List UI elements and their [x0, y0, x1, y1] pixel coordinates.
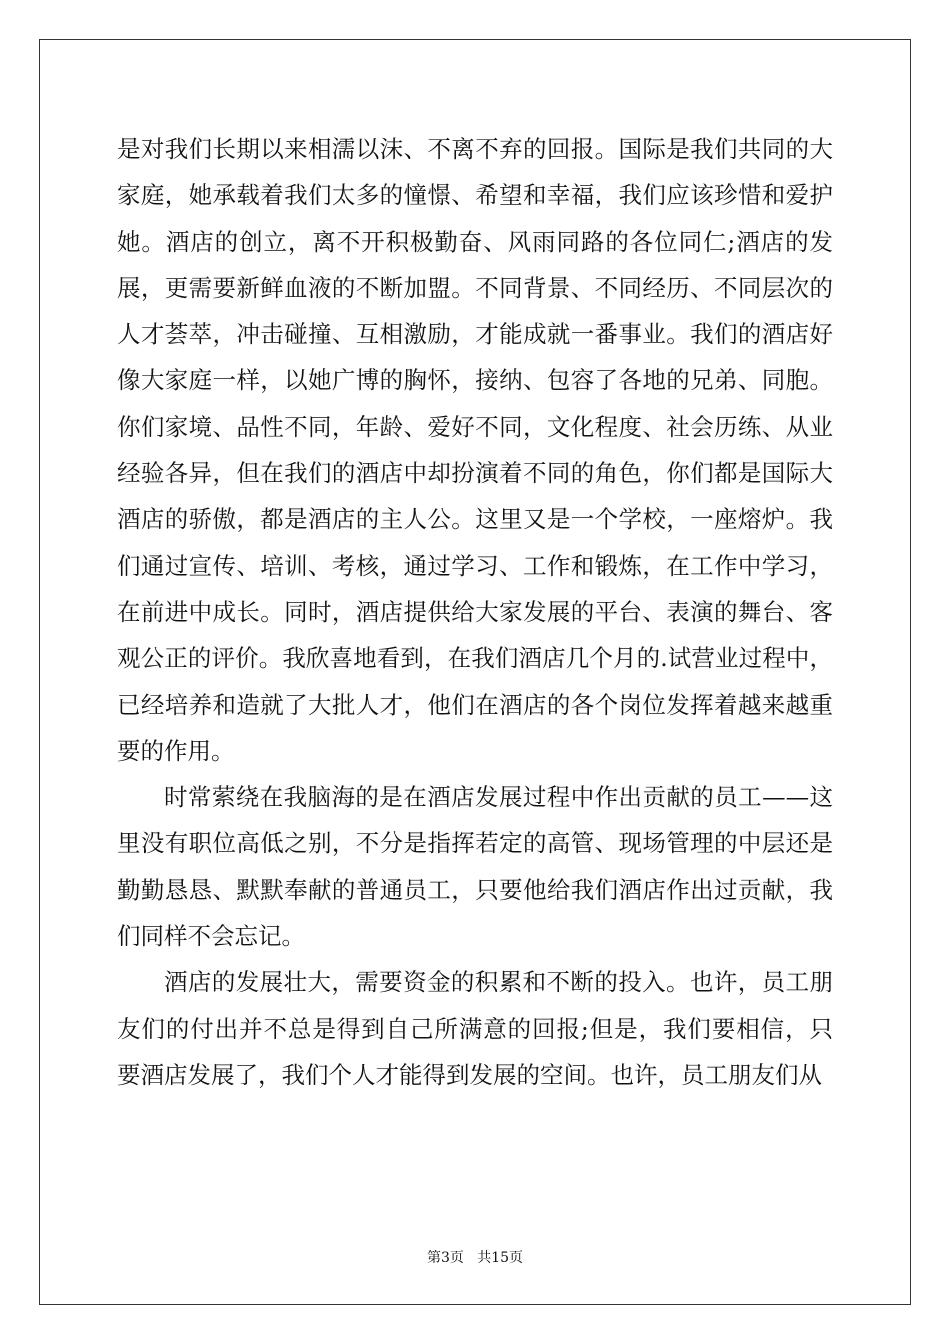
text-line: 里没有职位高低之别，不分是指挥若定的高管、现场管理的中层还是: [117, 829, 833, 858]
text-line: 友们的付出并不总是得到自己所满意的回报;但是，我们要相信，只: [117, 1014, 833, 1043]
page-number-footer: 第3页 共15页: [426, 1250, 524, 1266]
text-line: 勤勤恳恳、默默奉献的普通员工，只要他给我们酒店作出过贡献，我: [117, 875, 833, 904]
text-line: 已经培养和造就了大批人才，他们在酒店的各个岗位发挥着越来越重: [117, 690, 833, 719]
text-line: 酒店的骄傲，都是酒店的主人公。这里又是一个学校，一座熔炉。我: [117, 505, 833, 534]
text-line: 在前进中成长。同时，酒店提供给大家发展的平台、表演的舞台、客: [117, 597, 833, 626]
text-line: 她。酒店的创立，离不开积极勤奋、风雨同路的各位同仁;酒店的发: [117, 227, 833, 256]
text-line: 你们家境、品性不同，年龄、爱好不同，文化程度、社会历练、从业: [117, 412, 833, 441]
text-line: 观公正的评价。我欣喜地看到，在我们酒店几个月的.试营业过程中，: [117, 644, 833, 673]
text-line: 是对我们长期以来相濡以沫、不离不弃的回报。国际是我们共同的大: [117, 135, 833, 163]
text-line: 展，更需要新鲜血液的不断加盟。不同背景、不同经历、不同层次的: [117, 273, 833, 302]
text-line: 要酒店发展了，我们个人才能得到发展的空间。也许，员工朋友们从: [117, 1060, 822, 1089]
text-line: 要的作用。: [117, 736, 235, 765]
text-line: 们同样不会忘记。: [117, 922, 305, 951]
text-line: 经验各异，但在我们的酒店中却扮演着不同的角色，你们都是国际大: [117, 459, 833, 488]
text-line: 像大家庭一样，以她广博的胸怀，接纳、包容了各地的兄弟、同胞。: [117, 366, 833, 395]
text-line: 们通过宣传、培训、考核，通过学习、工作和锻炼，在工作中学习，: [117, 551, 833, 580]
text-line: 家庭，她承载着我们太多的憧憬、希望和幸福，我们应该珍惜和爱护: [117, 181, 833, 210]
text-line: 时常萦绕在我脑海的是在酒店发展过程中作出贡献的员工——这: [164, 783, 833, 812]
text-line: 人才荟萃，冲击碰撞、互相激励，才能成就一番事业。我们的酒店好: [117, 320, 833, 349]
body-text: [117, 126, 833, 1098]
text-line: 酒店的发展壮大，需要资金的积累和不断的投入。也许，员工朋: [164, 968, 833, 997]
